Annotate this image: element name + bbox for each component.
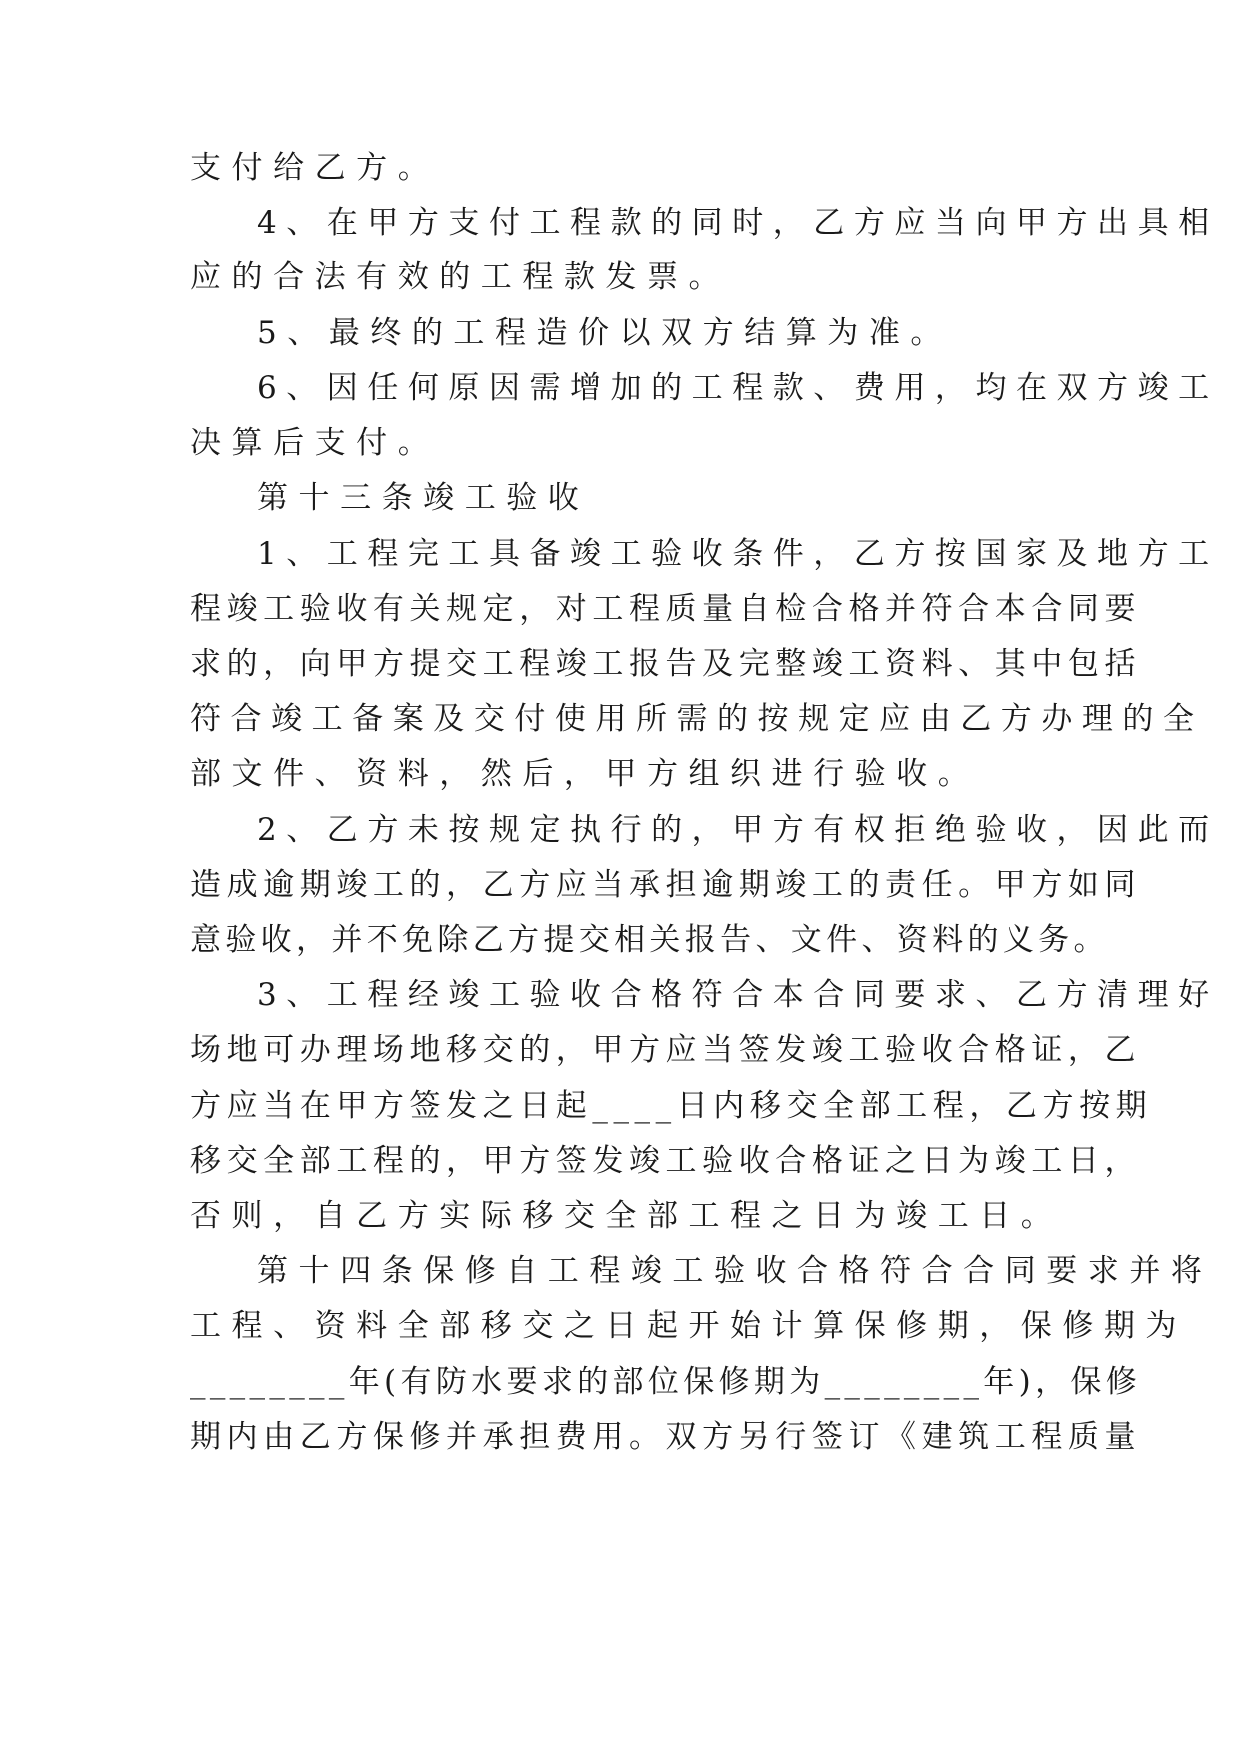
paragraph-line: 造成逾期竣工的，乙方应当承担逾期竣工的责任。甲方如同 bbox=[190, 867, 1142, 903]
paragraph-line: 4、在甲方支付工程款的同时，乙方应当向甲方出具相 bbox=[257, 205, 1219, 241]
paragraph-line: 支付给乙方。 bbox=[190, 150, 440, 186]
paragraph-line: 3、工程经竣工验收合格符合本合同要求、乙方清理好 bbox=[257, 977, 1219, 1013]
paragraph-line: 2、乙方未按规定执行的，甲方有权拒绝验收，因此而 bbox=[257, 812, 1219, 848]
paragraph-line: 场地可办理场地移交的，甲方应当签发竣工验收合格证，乙 bbox=[190, 1032, 1142, 1068]
paragraph-line: 方应当在甲方签发之日起____日内移交全部工程，乙方按期 bbox=[190, 1088, 1153, 1124]
paragraph-line: 否则，自乙方实际移交全部工程之日为竣工日。 bbox=[190, 1198, 1063, 1234]
paragraph-line: 程竣工验收有关规定，对工程质量自检合格并符合本合同要 bbox=[190, 591, 1142, 627]
paragraph-line: 1、工程完工具备竣工验收条件，乙方按国家及地方工 bbox=[257, 536, 1219, 572]
paragraph-line: 求的，向甲方提交工程竣工报告及完整竣工资料、其中包括 bbox=[190, 646, 1142, 682]
paragraph-line: 移交全部工程的，甲方签发竣工验收合格证之日为竣工日， bbox=[190, 1143, 1142, 1179]
paragraph-line: 决算后支付。 bbox=[190, 425, 440, 461]
paragraph-line: 5、最终的工程造价以双方结算为准。 bbox=[257, 315, 952, 351]
paragraph-line: ________年(有防水要求的部位保修期为________年)，保修 bbox=[190, 1364, 1142, 1400]
paragraph-line: 6、因任何原因需增加的工程款、费用，均在双方竣工 bbox=[257, 370, 1219, 406]
section-heading-paragraph: 第十四条保修自工程竣工验收合格符合合同要求并将 bbox=[257, 1253, 1213, 1289]
paragraph-line: 应的合法有效的工程款发票。 bbox=[190, 259, 731, 295]
paragraph-line: 部文件、资料，然后，甲方组织进行验收。 bbox=[190, 756, 980, 792]
paragraph-line: 期内由乙方保修并承担费用。双方另行签订《建筑工程质量 bbox=[190, 1419, 1142, 1455]
paragraph-line: 符合竣工备案及交付使用所需的按规定应由乙方办理的全 bbox=[190, 701, 1204, 737]
paragraph-line: 意验收，并不免除乙方提交相关报告、文件、资料的义务。 bbox=[190, 922, 1109, 958]
paragraph-line: 工程、资料全部移交之日起开始计算保修期，保修期为 bbox=[190, 1308, 1187, 1344]
section-heading: 第十三条竣工验收 bbox=[257, 480, 590, 516]
